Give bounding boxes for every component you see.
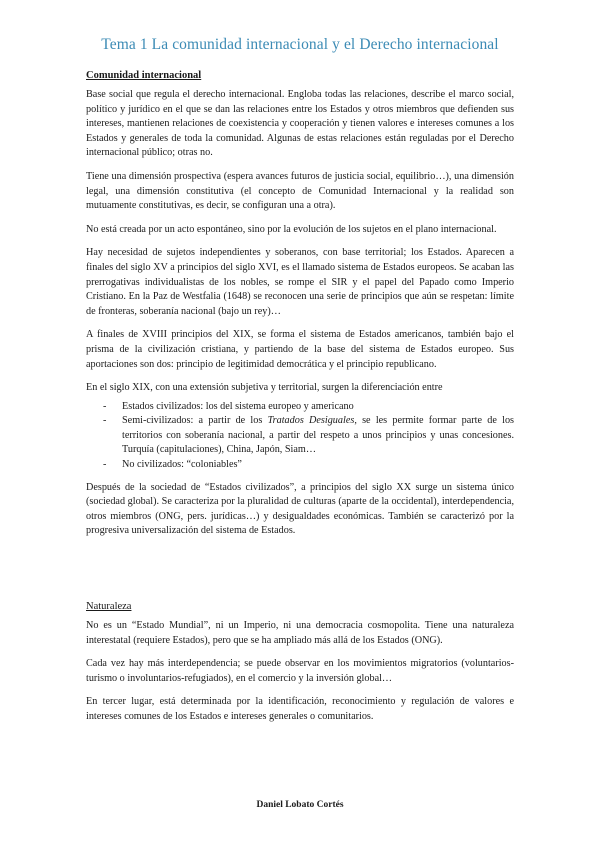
list-item-text: Estados civilizados: los del sistema europeo y americano: [122, 400, 354, 412]
list-item-text: No civilizados: “coloniables”: [122, 459, 242, 471]
section-heading-comunidad: Comunidad internacional: [86, 70, 202, 81]
document-title: Tema 1 La comunidad internacional y el Derecho internacional: [101, 36, 499, 53]
paragraph: Tiene una dimensión prospectiva (espera avances futuros de justicia social, equilibrio…), una dimensión legal, una dimensión constitutiva (el concepto de Comunidad Internacional y la realidad son mutuamente constitutivas, es decir, se configuran una a otra).: [86, 170, 514, 212]
dash-bullet-icon: -: [103, 400, 107, 412]
list-item: [86, 414, 514, 458]
dash-bullet-icon: -: [103, 415, 107, 427]
paragraph: En tercer lugar, está determinada por la identificación, reconocimiento y regulación de valores e intereses comunes de los Estados e intereses generales o comunitarios.: [86, 696, 514, 722]
footer-author: Daniel Lobato Cortés: [256, 800, 344, 810]
section-heading-naturaleza: Naturaleza: [86, 601, 132, 613]
paragraph: Base social que regula el derecho internacional. Engloba todas las relaciones, describe el marco social, político y jurídico en el que se dan las relaciones entre los Estados y otros miembros que defienden sus intereses, mantienen relaciones de coexistencia y cooperación y tienen valores e intereses comunes a los Estados y generales de toda la comunidad. Algunas de estas relaciones están reguladas por el Derecho internacional público; otras no.: [86, 89, 514, 159]
paragraph: No está creada por un acto espontáneo, sino por la evolución de los sujetos en el plano internacional.: [86, 223, 497, 235]
paragraph: Después de la sociedad de “Estados civilizados”, a principios del siglo XX surge un sistema único (sociedad global). Se caracteriza por la pluralidad de culturas (aparte de la occidental), interdependencia, otros miembros (ONG, pers. jurídicas…) y desigualdades económicas. También se caracterizó por la progresiva universalización del sistema de Estados.: [86, 481, 514, 537]
list-item: [86, 400, 514, 415]
paragraph: Cada vez hay más interdependencia; se puede observar en los movimientos migratorios (voluntarios-turismo o involuntarios-refugiados), en el comercio y la inversión global…: [86, 658, 514, 684]
list-item-text: , se les permite formar parte de los territorios con soberanía nacional, a partir del respeto a unos principios y unas concesiones. Turquía (capitulaciones), China, Japón, Siam…: [122, 415, 514, 456]
list-item-text: Semi-civilizados: a partir de los: [122, 415, 268, 427]
list-item-italic: Tratados Desiguales: [267, 415, 355, 427]
dash-bullet-icon: -: [103, 459, 107, 471]
paragraph: A finales de XVIII principios del XIX, se forma el sistema de Estados americanos, también bajo el prisma de la civilización cristiana, y partiendo de la base del sistema de Estados europeo. Sus aportaciones son dos: principio de legitimidad democrática y el principio republicano.: [86, 329, 514, 370]
paragraph: No es un “Estado Mundial”, ni un Imperio, ni una democracia cosmopolita. Tiene una naturaleza interestatal (requiere Estados), pero que se ha ampliado más allá de los Estados (ONG).: [86, 620, 514, 646]
paragraph: En el siglo XIX, con una extensión subjetiva y territorial, surgen la diferenciación entre: [86, 382, 443, 394]
list-item: [86, 458, 514, 473]
civilization-list: [86, 400, 514, 473]
paragraph: Hay necesidad de sujetos independientes y soberanos, con base territorial; los Estados. Aparecen a finales del siglo XV a principios del siglo XVI, es el llamado sistema de Estados europeos. Se acaban las prerrogativas individualistas de los nobles, se rompe el SIR y el papel del Papado como Imperio Cristiano. En la Paz de Westfalia (1648) se reconocen una serie de principios que aún se respetan: límite de fronteras, soberanía nacional (bajo un rey)…: [86, 247, 514, 317]
